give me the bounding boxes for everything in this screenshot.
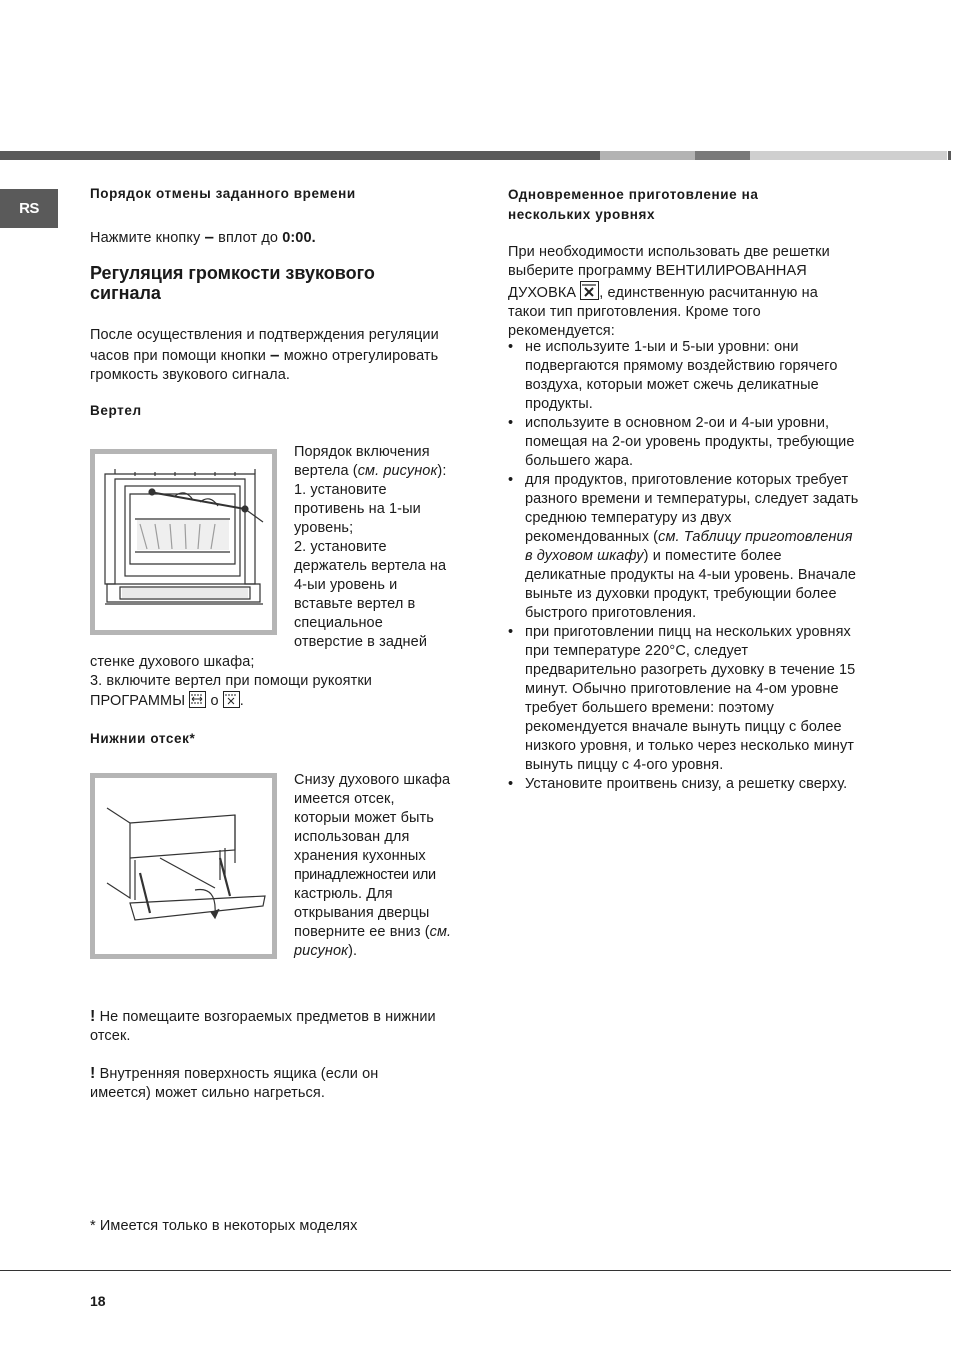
footnote: * Имеется только в некоторых моделях — [90, 1218, 358, 1234]
header-bar-dark — [0, 151, 600, 160]
warning-flammable: ! Не помещаите возгораемых предметов в нижнии отсек. — [90, 1008, 436, 1044]
bullet-item: • Установите проитвень снизу, а решетку сверху. — [508, 775, 893, 794]
bullet-item: • используите в основном 2-ои и 4-ыи уровни, помещая на 2-ои уровень продукты, требующие большего жара. — [508, 414, 893, 471]
spit-program-icon — [189, 691, 206, 708]
drawer-figure — [90, 773, 277, 959]
spit-heading: Вертел — [90, 403, 142, 418]
cancel-time-heading: Порядок отмены заданного времени — [90, 186, 356, 201]
header-bar-pale — [750, 151, 947, 160]
spit-text-continued: стенке духового шкафа; 3. включите вертел при помощи рукоятки ПРОГРАММЫ о . — [90, 654, 372, 709]
oven-drawer-illustration — [95, 778, 272, 954]
footer-rule — [0, 1270, 951, 1271]
multilevel-heading: Одновременное приготовление на нескольких уровнях — [508, 187, 759, 222]
drawer-heading: Нижнии отсек* — [90, 731, 196, 746]
header-bar-mid — [695, 151, 750, 160]
multilevel-bullets — [508, 338, 893, 794]
bullet-item: • не используите 1-ыи и 5-ыи уровни: они подвергаются прямому воздействию горячего воздуха, которыи может сжечь деликатные продукты. — [508, 338, 893, 414]
warning-hot-surface: ! Внутренняя поверхность ящика (если он имеется) может сильно нагреться. — [90, 1065, 379, 1101]
header-bar-light — [600, 151, 695, 160]
drawer-text: Снизу духового шкафа имеется отсек, которыи может быть использован для хранения кухонных принадлежностеи или кастрюль. Для открывания дверцы поверните ее вниз (см. рисунок). — [294, 772, 452, 959]
oven-spit-illustration — [95, 454, 272, 630]
multilevel-intro: При необходимости использовать две решетки выберите программу ВЕНТИЛИРОВАННАЯ ДУХОВКА , единственную расчитанную на такои тип приготовления. Кроме того рекомендуется: — [508, 244, 830, 339]
language-tab: RS — [0, 189, 58, 228]
fan-oven-icon — [580, 281, 599, 300]
page-number: 18 — [90, 1293, 106, 1309]
spit-program-icon-alt — [223, 691, 240, 708]
bullet-item: • при приготовлении пицц на нескольких уровнях при температуре 220°С, следует предварительно разогреть духовку в течение 15 минут. Обычно приготовление на 4-ом уровне требует большего времени: поэтому рекомендуется вначале вынуть пиццу с более низкого уровня, и только через несколько минут вынуть пиццу с 4-ого уровня. — [508, 623, 893, 775]
bullet-item: • для продуктов, приготовление которых требует разного времени и температуры, следует задать среднюю температуру из двух рекомендованных (см. Таблицу приготовления в духовом шкафу) и поместите более деликатные продукты на 4-ыи уровень. Вначале выньте из духовки продукт, требующии более быстрого приготовления. — [508, 471, 893, 623]
spit-text: Порядок включения вертела (см. рисунок): 1. установите противень на 1-ыи уровень; 2. установите держатель вертела на 4-ыи уровень и вставьте вертел в специальное отверстие в задней — [294, 444, 447, 650]
cancel-time-text: Нажмите кнопку – вплот до 0:00. — [90, 227, 316, 246]
spit-figure — [90, 449, 277, 635]
volume-heading: Регуляция громкости звукового сигнала — [90, 263, 375, 303]
header-bar-end — [948, 151, 951, 160]
volume-text: После осуществления и подтверждения регуляции часов при помощи кнопки – можно отрегулировать громкость звукового сигнала. — [90, 327, 439, 383]
